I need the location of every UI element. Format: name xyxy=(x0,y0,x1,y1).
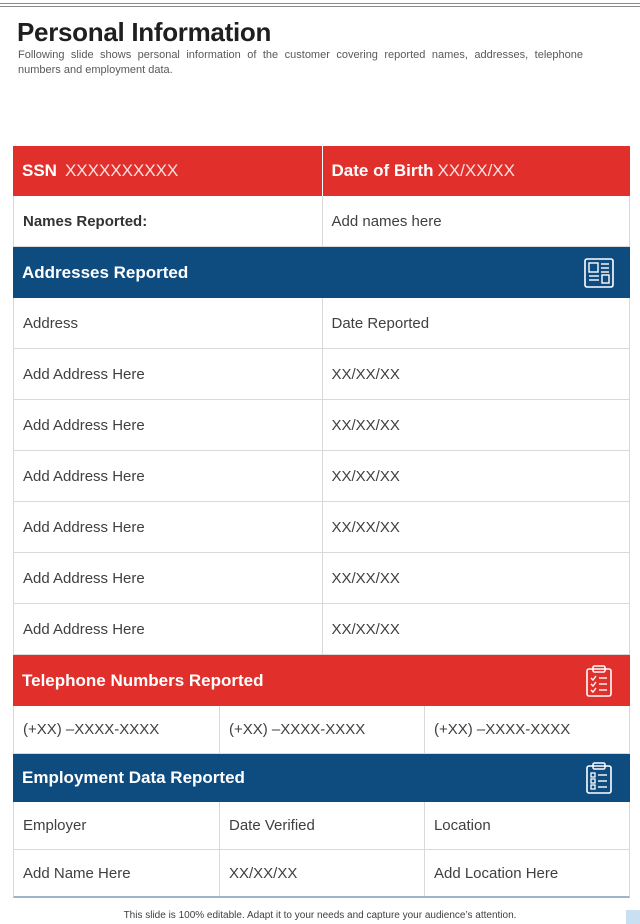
telephone-number: (+XX) –XXXX-XXXX xyxy=(219,706,424,753)
ssn-cell xyxy=(13,146,322,196)
date-reported-value: XX/XX/XX xyxy=(322,349,630,399)
address-value: Add Address Here xyxy=(23,416,145,434)
clipboard-list-icon xyxy=(582,761,616,795)
date-reported-value: XX/XX/XX xyxy=(322,400,630,450)
date-reported-value: XX/XX/XX xyxy=(322,553,630,603)
telephone-number: (+XX) –XXXX-XXXX xyxy=(424,706,629,753)
address-row xyxy=(13,604,630,655)
employment-row xyxy=(13,850,630,898)
page-title: Personal Information xyxy=(17,17,272,47)
identity-band xyxy=(13,146,630,196)
date-reported-value: XX/XX/XX xyxy=(322,451,630,501)
address-row xyxy=(13,502,630,553)
telephone-row xyxy=(13,706,630,754)
addresses-header xyxy=(13,247,630,298)
names-value: Add names here xyxy=(322,196,630,246)
dob-value: XX/XX/XX xyxy=(437,161,515,180)
location-value: Add Location Here xyxy=(424,850,629,896)
address-row xyxy=(13,451,630,502)
clipboard-checklist-icon xyxy=(582,664,616,698)
top-rule xyxy=(0,3,640,7)
address-row xyxy=(13,553,630,604)
employment-column-header xyxy=(13,802,630,850)
telephone-title: Telephone Numbers Reported xyxy=(22,670,264,690)
address-value: Add Address Here xyxy=(23,467,145,485)
location-column-label: Location xyxy=(424,802,629,849)
date-verified-value: XX/XX/XX xyxy=(219,850,424,896)
ssn-value: XXXXXXXXXX xyxy=(64,161,179,180)
employer-value: Add Name Here xyxy=(23,864,131,882)
names-row xyxy=(13,196,630,247)
date-reported-value: XX/XX/XX xyxy=(322,502,630,552)
address-value: Add Address Here xyxy=(23,569,145,587)
employment-title: Employment Data Reported xyxy=(22,768,245,787)
ssn-label: SSN xyxy=(22,161,57,180)
date-reported-column-label: Date Reported xyxy=(322,298,630,348)
names-label: Names Reported: xyxy=(23,212,148,230)
employment-header xyxy=(13,754,630,802)
addresses-title: Addresses Reported xyxy=(22,262,189,282)
address-value: Add Address Here xyxy=(23,365,145,383)
dob-cell xyxy=(322,146,631,196)
date-reported-value: XX/XX/XX xyxy=(322,604,630,654)
telephone-header xyxy=(13,655,630,706)
address-value: Add Address Here xyxy=(23,518,145,536)
date-verified-column-label: Date Verified xyxy=(219,802,424,849)
address-column-label: Address xyxy=(23,314,79,332)
addresses-column-header xyxy=(13,298,630,349)
address-row xyxy=(13,349,630,400)
telephone-number: (+XX) –XXXX-XXXX xyxy=(23,721,160,738)
dob-label: Date of Birth xyxy=(331,161,434,180)
footer-note: This slide is 100% editable. Adapt it to your needs and capture your audience’s attention. xyxy=(123,910,517,921)
personal-info-sheet xyxy=(13,146,630,898)
address-row xyxy=(13,400,630,451)
page-subtitle: Following slide shows personal information of the customer covering reported names, addresses, telephone numbers and employment data. xyxy=(18,49,583,76)
employer-column-label: Employer xyxy=(23,817,87,834)
newspaper-icon xyxy=(582,256,616,290)
address-value: Add Address Here xyxy=(23,620,145,638)
corner-mark xyxy=(626,910,640,924)
